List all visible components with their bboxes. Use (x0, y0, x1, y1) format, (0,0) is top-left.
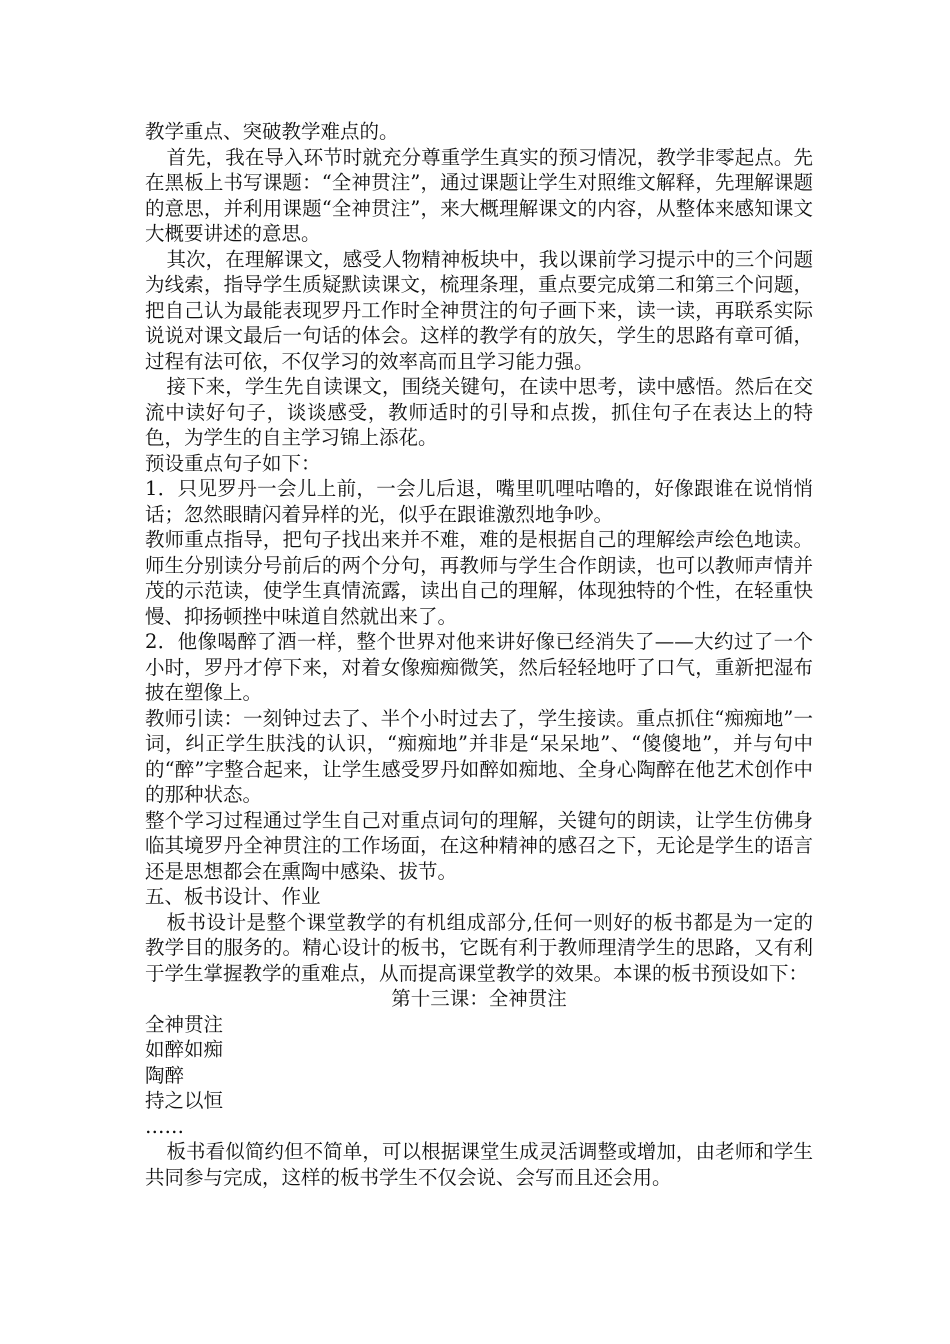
paragraph-5: 预设重点句子如下： (145, 451, 321, 475)
board-line-4: 持之以恒 (145, 1089, 224, 1112)
paragraph-10: 整个学习过程通过学生自己对重点词句的理解，关键句的朗读，让学生仿佛身临其境罗丹全神贯注的工作场面，在这种精神的感召之下，无论是学生的语言还是思想都会在熏陶中感染、拔节。 (145, 808, 813, 883)
key-sentence-1: 1．只见罗丹一会儿上前，一会儿后退，嘴里叽哩咕噜的，好像跟谁在说悄悄话；忽然眼睛闪着异样的光，似乎在跟谁激烈地争吵。 (145, 477, 813, 526)
board-title: 第十三课：全神贯注 (391, 987, 567, 1010)
board-line-3: 陶醉 (145, 1063, 185, 1087)
paragraph-9: 教师引读：一刻钟过去了、半个小时过去了，学生接读。重点抓住“痴痴地”一词，纠正学生肤浅的认识，“痴痴地”并非是“呆呆地”、“傻傻地”，并与句中的“醉”字整合起来，让学生感受罗丹如醉如痴地、全身心陶醉在他艺术创作中的那种状态。 (145, 706, 813, 806)
paragraph-7: 教师重点指导，把句子找出来并不难，难的是根据自己的理解绘声绘色地读。师生分别读分号前后的两个分句，再教师与学生合作朗读，也可以教师声情并茂的示范读，使学生真情流露，读出自己的理解，体现独特的个性，在轻重快慢、抑扬顿挫中味道自然就出来了。 (145, 528, 813, 628)
board-line-2: 如醉如痴 (145, 1038, 224, 1061)
paragraph-12: 板书设计是整个课堂教学的有机组成部分,任何一则好的板书都是为一定的教学目的服务的。精心设计的板书，它既有利于教师理清学生的思路，又有利于学生掌握教学的重难点，从而提高课堂教学的效果。本课的板书预设如下： (145, 910, 813, 985)
paragraph-4: 接下来，学生先自读课文，围绕关键句，在读中思考，读中感悟。然后在交流中读好句子，谈谈感受，教师适时的引导和点拨，抓住句子在表达上的特色，为学生的自主学习锦上添花。 (145, 375, 813, 449)
section-heading: 五、板书设计、作业 (145, 885, 321, 908)
key-sentence-2: 2．他像喝醉了酒一样，整个世界对他来讲好像已经消失了——大约过了一个小时，罗丹才停下来，对着女像痴痴微笑，然后轻轻地吁了口气，重新把湿布披在塑像上。 (145, 630, 813, 704)
paragraph-1: 教学重点、突破教学难点的。 (145, 120, 399, 143)
document-body (145, 119, 813, 1190)
paragraph-2: 首先，我在导入环节时就充分尊重学生真实的预习情况，教学非零起点。先在黑板上书写课题：“全神贯注”，通过课题让学生对照维文解释，先理解课题的意思，并利用课题“全神贯注”，来大概理解课文的内容，从整体来感知课文大概要讲述的意思。 (145, 145, 813, 245)
closing-paragraph: 板书看似简约但不简单，可以根据课堂生成灵活调整或增加，由老师和学生共同参与完成，这样的板书学生不仅会说、会写而且还会用。 (145, 1140, 813, 1189)
board-ellipsis: …… (145, 1114, 184, 1138)
board-line-1: 全神贯注 (145, 1012, 224, 1036)
paragraph-3: 其次，在理解课文，感受人物精神板块中，我以课前学习提示中的三个问题为线索，指导学生质疑默读课文，梳理条理，重点要完成第二和第三个问题，把自己认为最能表现罗丹工作时全神贯注的句子画下来，读一读，再联系实际说说对课文最后一句话的体会。这样的教学有的放矢，学生的思路有章可循，过程有法可依，不仅学习的效率高而且学习能力强。 (145, 247, 813, 373)
